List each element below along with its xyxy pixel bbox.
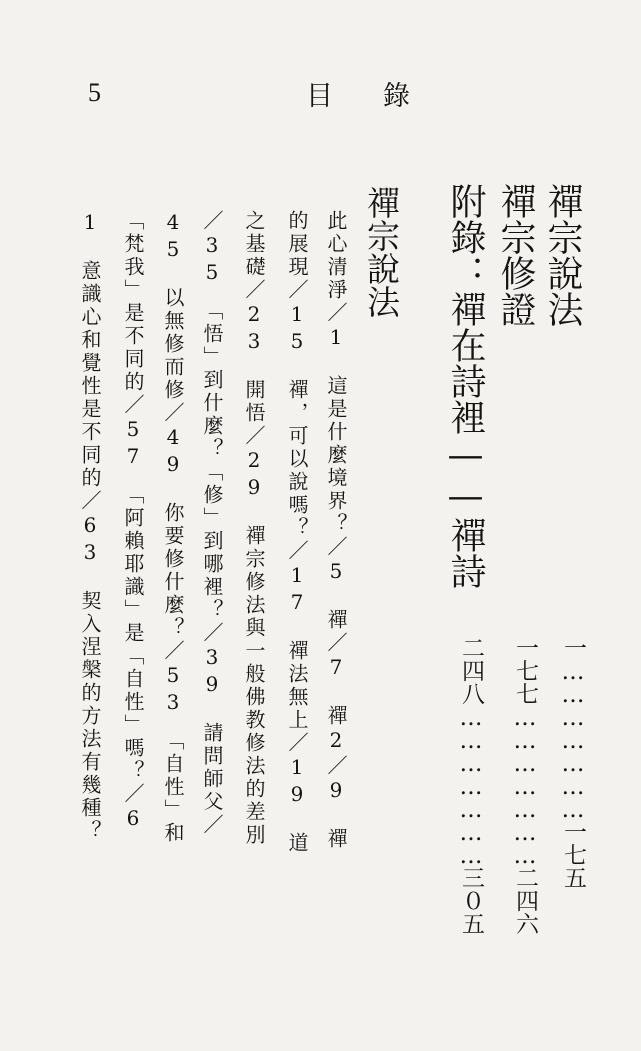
leader-dots: ………………… — [458, 705, 484, 866]
toc-page-start: 一 — [560, 636, 586, 659]
section-title: 禪宗說法 — [362, 186, 401, 318]
toc-page-end: 一七五 — [560, 820, 586, 889]
page-number: 5 — [88, 78, 101, 107]
section-line: 45 以無修而修／49 你要修什麼？／53 「自性」和 — [161, 210, 185, 845]
toc-entry-title: 禪宗說法 — [542, 183, 583, 327]
toc-page-end: 三０五 — [458, 866, 484, 935]
toc-entry-title: 禪宗修證 — [495, 183, 536, 327]
toc-entry-pages — [561, 636, 584, 889]
toc-page-end: 二四六 — [512, 866, 538, 935]
section-line: 之基礎／23 開悟／29 禪宗修法與一般佛教修法的差別 — [242, 210, 266, 847]
leader-dots: ………………… — [512, 705, 538, 866]
running-head: 目錄 — [306, 81, 460, 112]
toc-page-start: 二四八 — [458, 636, 484, 705]
section-line: 此心清淨／1 這是什麼境界？／5 禪／7 禪2／9 禪 — [324, 210, 348, 851]
leader-dots: ………………… — [560, 659, 586, 820]
toc-page-start: 一七七 — [512, 636, 538, 705]
toc-entry-title: 附錄：禪在詩裡——禪詩 — [445, 183, 486, 589]
toc-entry-pages — [513, 636, 536, 935]
toc-entry-pages — [459, 636, 482, 935]
section-line: 的展現／15 禪，可以說嗎？／17 禪法無上／19 道 — [285, 210, 309, 855]
section-line: 1 意識心和覺性是不同的／63 契入涅槃的方法有幾種？ — [78, 210, 102, 843]
section-line: ／35 「悟」到什麼？「修」到哪裡？／39 請問師父／ — [200, 210, 224, 837]
section-line: 「梵我」是不同的／57 「阿賴耶識」是「自性」嗎？／6 — [121, 210, 145, 833]
